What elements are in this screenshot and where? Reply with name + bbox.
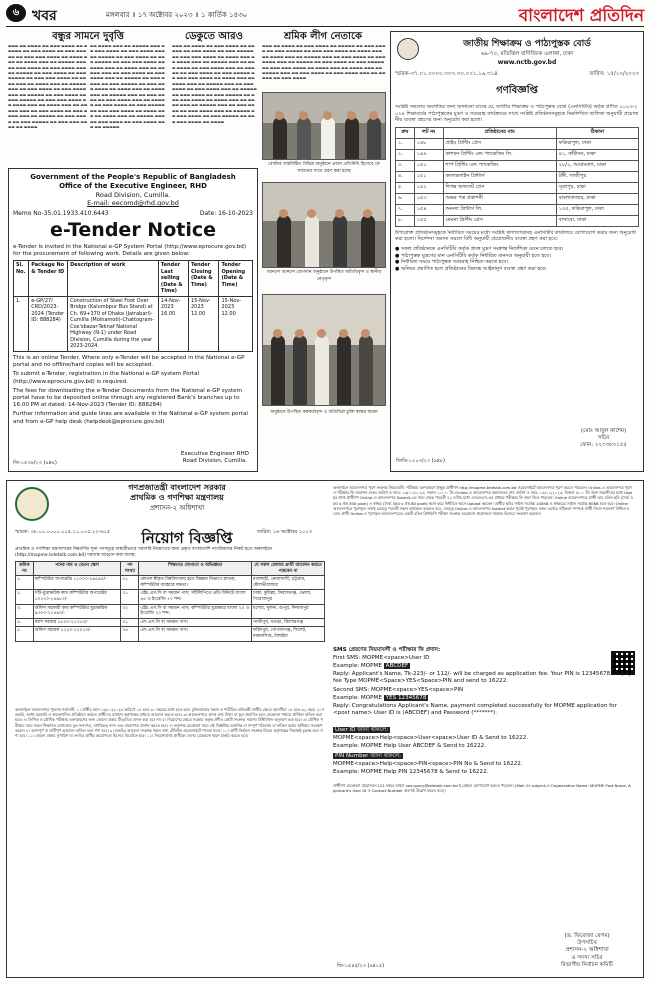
cell: ১৫৫ [414,215,443,226]
col-header: Description of work [68,261,159,297]
office-name: Office of the Executive Engineer, RHD [59,182,207,190]
cell: অক্ষর পত্র প্রকাশনী [443,193,556,204]
gov-name: গণপ্রজাতন্ত্রী বাংলাদেশ সরকার [128,483,226,492]
cell: অনন্যা প্রিন্টার্স লি. [443,204,556,215]
cell: প্রাইম প্রিন্টিং প্রেস [443,138,556,149]
cell: ৫. [396,182,415,193]
memo-date: Date: 16-10-2023 [199,210,253,217]
col-header: ঠিকানা [556,127,638,138]
page-number: ৬ [6,4,26,22]
signer-name: (মোঃ আবুল কাশেম) [580,428,627,434]
list-item: ● অনিয়ম প্রমাণিত হলে প্রতিষ্ঠানের বিরুদ্ধে আইনানুগ ব্যবস্থা গ্রহণ করা হবে। [395,265,547,272]
cell: বাংলাবাজার, ঢাকা [556,193,638,204]
ministry-name: প্রাথমিক ও গণশিক্ষা মন্ত্রণালয় [130,493,224,502]
office-email: E-mail: eecomd@rhd.gov.bd [87,199,179,207]
nctb-body-2: উপরোক্ত প্রতিষ্ঠানসমূহকে নির্ধারিত সময়ের মধ্যে সংশ্লিষ্ট কাগজপত্রসহ এনসিটিবি কার্যালয়ে যোগাযোগ করার জন্য অনুরোধ করা হলো। নির্দেশনা অমান্য করলে বিধি অনুযায়ী প্রয়োজনীয় ব্যবস্থা গ্রহণ করা হবে। [395,229,636,243]
memo-date: তারিখ: ১৫/১০/২০২৩ [589,71,639,77]
notice-title: e-Tender Notice [50,219,216,241]
col-header: পদের নাম ও বেতন স্কেল [33,562,121,576]
sms-line: Example: MOPME Help User ABCDEF & Send to 16222. [333,743,487,749]
tender-table [13,260,253,352]
tender-intro: e-Tender is invited in the National e-GP System Portal (http://www.eprocure.gov.bd) for the procurement of following work. Details are given below: [13,244,247,258]
table-row [16,576,325,590]
section-title: খবর [32,8,57,24]
signer-title: সচিব [597,435,610,441]
table-row [396,193,639,204]
recruit-conditions: অনলাইনে আবেদনপত্র পূরণের শর্তাবলী: ১। প্রার্থীর বয়স ১৬/১১/২০২৩ তারিখে ১৮ হতে ৩০ বছরের মধ্যে হতে হবে। মুক্তিযোদ্ধার সন্তান ও শারীরিক প্রতিবন্ধী প্রার্থীর ক্ষেত্রে বয়সসীমা ১৮ হতে ৩২ বছর। ২। সরকারি, আধা-সরকারি ও স্বায়ত্তশাসিত প্রতিষ্ঠানে কর্মরত প্রার্থীদের যথাযথ কর্তৃপক্ষের মাধ্যমে আবেদন করতে হবে। ৩। আবেদনপত্রে প্রদত্ত তথ্য মিথ্যা বা ভুল প্রমাণিত হলে যেকোনো পর্যায়ে প্রার্থিতা বাতিল করা হবে। ৪। লিখিত ও মৌখিক পরীক্ষায় অংশগ্রহণের জন্য কোনো প্রকার টিএ/ডিএ প্রদান করা হবে না। ৫। নিয়োগের ক্ষেত্রে সরকার কর্তৃক প্রণীত কোটা সংক্রান্ত সর্বশেষ বিধিবিধান অনুসরণ করা হবে। ৬। মৌখিক পরীক্ষার সময় সকল শিক্ষাগত যোগ্যতার মূল সনদপত্র, নাগরিকত্ব সনদ এবং প্রবেশপত্র প্রদর্শন করতে হবে। ৭। কর্তৃপক্ষ যেকোনো সময় এই বিজ্ঞপ্তির আংশিক বা সম্পূর্ণ পরিবর্তন বা বাতিল করার অধিকার সংরক্ষণ করেন। ৮। অসম্পূর্ণ বা ত্রুটিপূর্ণ আবেদন বাতিল বলে গণ্য হবে। ৯। চাকরির আবেদন সংক্রান্ত সকল তথ্য টেলিটক ওয়েবসাইটে পাওয়া যাবে। ১০। প্রার্থী নির্বাচন সংক্রান্ত বিষয়ে কর্তৃপক্ষের সিদ্ধান্তই চূড়ান্ত বলে গণ্য হবে। ১১। কোনো প্রকার সুপারিশ বা তদবির প্রার্থীর অযোগ্যতা হিসেবে বিবেচিত হবে। ১২। নিয়োগপ্রাপ্ত প্রার্থীকে দেশের যেকোনো স্থানে চাকরি করতে হবে। [15,707,325,739]
table-row [396,160,639,171]
recruitment-notice [6,480,644,978]
highlight-userid: ABCDEF [385,663,409,669]
list-item: ● সকল প্রতিষ্ঠানকে এনসিটিবি কর্তৃক প্রদত্ত মুদ্রণ সংক্রান্ত নির্দেশিকা মেনে চলতে হবে। [395,245,564,252]
cell: কাশবন প্রিন্টিং এন্ড প্যাকেজিং লি. [443,149,556,160]
col-header: লট নং [414,127,443,138]
list-item: ● নির্ধারিত সময়ে পাঠ্যপুস্তক সরবরাহ নিশ্চিত করতে হবে। [395,259,509,266]
signer-title: উপসচিব [577,940,597,947]
sms-line: User ID জানা থাকলে: [335,727,389,733]
signer-title: Executive Engineer RHD [180,451,249,457]
cell: ৫. [16,627,34,641]
col-header: শিক্ষাগত যোগ্যতা ও অভিজ্ঞতা [139,562,252,576]
tender-para-4: Further information and guide lines are available in the National e-GP system portal and from e-GP help desk (helpdesk@eprocure.gov.bd) [13,411,248,425]
photo-caption-2: আনন্দে আনন্দে যোগদান অনুষ্ঠানে উপস্থিত অতিথিবৃন্দ ও স্থানীয় নেতৃবৃন্দ [266,270,382,282]
sms-line: Reply: Applicant's Name, Tk-223/- or 112/- will be charged as application fee. Your PIN is 12345678. To pay fee Type MOPME<Space>YES<Space>PIN and send to 16222. [333,671,632,685]
cell: কোনো স্বীকৃত বিশ্ববিদ্যালয় হতে বিজ্ঞান বিভাগে স্নাতক; কম্পিউটার ব্যবহারে দক্ষতা। [139,576,252,590]
cell: অফিস সহকারী কাম কম্পিউটার মুদ্রাক্ষরিক ৯৩০০-২২৪৯০/- [33,604,121,618]
cell: ৩. [396,160,415,171]
cell: ২. [16,590,34,604]
cell: ক্যাশ সরকার ৮৮০০-২১৩১০/- [33,618,121,627]
tender-para-3: The fees for downloading the e-Tender Documents from the National e-GP system portal have to be deposited online through any registered Bank's branches up to 16.00 PM at dated: 14-Nov-2023 (Tender ID: 888284) [13,387,242,409]
sms-line: Example: MOPME YES 12345678 [333,695,427,701]
table-row [14,296,253,351]
col-header: Tender Closing (Date & Time) [188,261,219,297]
news-photo-3 [262,294,386,406]
cell: ০১ [121,618,139,627]
notice-title: গণবিজ্ঞপ্তি [496,85,538,96]
cell: ০১ [121,590,139,604]
news-photo-1 [262,92,386,160]
cell: ০১ [121,576,139,590]
online-application-rules: অনলাইনে আবেদনপত্র পূরণ সংক্রান্ত নিয়মাবলী: পরীক্ষায় অংশগ্রহণে ইচ্ছুক প্রার্থীগণ http://mopme.teletalk.com.bd ওয়েবসাইটে আবেদনপত্র পূরণ করতে পারবেন। Online-এ আবেদনপত্র পূরণ ও পরীক্ষার ফি জমাদান শুরুর তারিখ ও সময়: ১৬/১০/২০২৩, সকাল ১০:০০ টা। Online-এ আবেদনপত্র জমাদানের শেষ তারিখ ও সময়: ১৫/১১/২০২৩, বিকাল ৫:০০ টা। উক্ত সময়সীমার মধ্যে User ID প্রাপ্ত প্রার্থীগণ Online-এ আবেদনপত্র Submit-এর সময় থেকে পরবর্তী ৭২ ঘণ্টার মধ্যে এসএমএস-এর মাধ্যমে পরীক্ষার ফি জমা দিতে পারবেন। Online আবেদনপত্রে প্রার্থী তার রঙিন ছবি (দৈর্ঘ্য 300 x প্রস্থ 300 pixel) ও স্বাক্ষর (দৈর্ঘ্য 300 x প্রস্থ 80 pixel) স্ক্যান করে নির্ধারিত স্থানে Upload করবেন। প্রার্থীর ছবির সাইজ সর্বোচ্চ 100KB ও স্বাক্ষরের সাইজ সর্বোচ্চ 60KB হতে হবে। Online আবেদনপত্রে পূরণকৃত তথ্যই যেহেতু পরবর্তী সকল কার্যক্রমে ব্যবহৃত হবে, সেহেতু Online-এ আবেদনপত্র Submit করার পূর্বেই পূরণকৃত সকল তথ্যের সঠিকতা সম্পর্কে প্রার্থী নিজে শতভাগ নিশ্চিত হবেন। প্রার্থী Online-এ পূরণকৃত আবেদনপত্রের একটি রঙিন প্রিন্টকপি পরীক্ষা সংক্রান্ত যেকোনো প্রয়োজনে সহায়ক হিসেবে সংরক্ষণ করবেন। [333,485,633,517]
signature-block [181,451,249,465]
table-row [16,618,325,627]
gov-name: Government of the People's Republic of Bangladesh [30,173,236,181]
table-row [396,138,639,149]
cell: ৪. [16,618,34,627]
cell: ০২ [121,604,139,618]
cell: 14-Nov-2023 16.00 [158,296,188,351]
table-row [16,590,325,604]
ad-code: জিডি-১২০৩/২৩ (৯x৮) [396,458,445,464]
col-header: Sl. No. [14,261,29,297]
sms-line: First SMS: MOPME<space>User ID [333,655,430,661]
nctb-table [395,127,639,227]
sms-line: Example: MOPME Help PIN 12345678 & Send to 16222. [333,769,489,775]
col-header: প্রতিষ্ঠানের নাম [443,127,556,138]
table-row [16,604,325,618]
ad-code: জি-১৫৩৬/২৩ (৯x৪) [13,460,57,466]
cell: ২. [396,149,415,160]
news-body-2: ▬▬▬ ▬▬ ▬▬▬▬ ▬▬ ▬▬▬ ▬▬▬▬ ▬▬ ▬▬▬▬▬ ▬▬ ▬▬▬ ▬▬▬▬ ▬▬ ▬▬▬ ▬▬▬▬▬ ▬▬ ▬▬▬ ▬▬▬ ▬▬▬▬ ▬▬ ▬▬▬▬ ▬▬▬ ▬▬ ▬▬▬▬ ▬▬▬ ▬▬ ▬▬▬▬▬ ▬▬▬ ▬▬ ▬▬▬ ▬▬▬▬ ▬▬ ▬▬▬ ▬▬▬▬ ▬▬▬ ▬▬ ▬▬▬▬▬ ▬▬ ▬▬▬ ▬▬▬▬ ▬▬ ▬▬▬ ▬▬▬▬▬ ▬▬ ▬▬▬ ▬▬▬ ▬▬▬▬ ▬▬ ▬▬▬▬ ▬▬▬ ▬▬ ▬▬▬▬ ▬▬▬ ▬▬ ▬▬▬▬▬ ▬▬▬ ▬▬ ▬▬▬ ▬▬▬▬ ▬▬ ▬▬▬ ▬▬▬▬ ▬▬▬ ▬▬ ▬▬▬▬▬ ▬▬ ▬▬▬ ▬▬▬▬ ▬▬ ▬▬▬ ▬▬▬▬▬ ▬▬ ▬▬▬ ▬▬▬ ▬▬▬▬ ▬▬ ▬▬▬▬ ▬▬▬ ▬▬ ▬▬▬▬ ▬▬▬ ▬▬ ▬▬▬▬▬ ▬▬▬ ▬▬ ▬▬▬ ▬▬▬▬ ▬▬ ▬▬▬ ▬▬▬▬ ▬▬▬ ▬▬ ▬▬▬▬▬ ▬▬ ▬▬▬ ▬▬▬▬ ▬▬ ▬▬▬ ▬▬▬▬▬ ▬▬ ▬▬▬ ▬▬▬ ▬▬▬▬ ▬▬ ▬▬▬▬ [172,44,257,124]
memo-date: তারিখ: ১৬ অক্টোবর ২০২৩ [257,529,312,535]
table-row [396,171,639,182]
cell: শার্প প্রিন্টিং এন্ড প্যাকেজিং [443,160,556,171]
col-header: Tender Opening (Date & Time) [219,261,253,297]
org-name: জাতীয় শিক্ষাক্রম ও পাঠ্যপুস্তক বোর্ড [463,39,591,49]
cell: কালারলাইন প্রিন্টার্স [443,171,556,182]
news-photo-2 [262,182,386,268]
cell: ১. [16,576,34,590]
memo-number: Memo No-35.01.1933.410.6443 [13,210,109,217]
sms-line: Example: MOPME ABCDEF [333,663,409,669]
signer-committee: বিভাগীয় নির্বাচন কমিটি [561,961,613,968]
cell: টঙ্গী, গাজীপুর [556,171,638,182]
table-row [396,182,639,193]
signer-role: ও সদস্য সচিব [571,954,603,961]
col-header: Package No & Tender ID [29,261,68,297]
cell: অফিস সহায়ক ৮২৫০-২০০১০/- [33,627,121,641]
org-website: www.nctb.gov.bd [497,59,557,66]
table-row [396,204,639,215]
cell: ২৮/২, আরামবাগ, ঢাকা [556,160,638,171]
posts-table [15,561,325,642]
cell: ফকিরাপুল, ঢাকা [556,138,638,149]
news-body-3: ▬▬▬ ▬▬ ▬▬▬▬ ▬▬ ▬▬▬ ▬▬▬▬ ▬▬ ▬▬▬▬▬ ▬▬ ▬▬▬ ▬▬▬▬ ▬▬ ▬▬▬ ▬▬▬▬▬ ▬▬ ▬▬▬ ▬▬▬ ▬▬▬▬ ▬▬ ▬▬▬▬ ▬▬▬ ▬▬ ▬▬▬▬ ▬▬▬ ▬▬ ▬▬▬▬▬ ▬▬▬ ▬▬ ▬▬▬ ▬▬▬▬ ▬▬ ▬▬▬ ▬▬▬▬ ▬▬▬ ▬▬ ▬▬▬▬▬ ▬▬ ▬▬▬ ▬▬▬▬ ▬▬ ▬▬▬ ▬▬▬▬▬ ▬▬ ▬▬▬ ▬▬▬ ▬▬▬▬ ▬▬ ▬▬▬▬ ▬▬▬ ▬▬ ▬▬▬▬ ▬▬▬ ▬▬ ▬▬▬▬▬ ▬▬▬ ▬▬ ▬▬▬ ▬▬▬▬ ▬▬ ▬▬▬ ▬▬▬▬ ▬▬▬ ▬▬ ▬▬▬▬▬ ▬▬ ▬▬▬ ▬▬▬▬ [262,44,386,81]
sms-line: PIN Number জানা থাকলে: [335,753,402,759]
page-header [6,4,644,24]
nctb-notice [390,31,644,472]
cell: ১৫১ [414,171,443,182]
sms-title: SMS প্রেরণের নিয়মাবলী ও পরীক্ষার ফি প্রদান: [333,647,441,653]
cell: ১৫০ [414,160,443,171]
cell: ৩. [16,604,34,618]
highlight-pin: YES 12345678 [385,695,427,701]
division-name: Road Division, Cumilla. [95,191,171,199]
cell: যশোর, খুলনা, রংপুর, দিনাজপুর [252,604,325,618]
cell: এস.এস.সি বা সমমান পাস। [139,627,252,641]
cell: ৪. [396,171,415,182]
cell: এস.এস.সি বা সমমান পাস। [139,618,252,627]
tender-para-1: This is an online Tender. Where only e-Tender will be accepted in the National e-GP portal and no offline/hard copies will be accepted. [13,354,245,369]
col-header: Tender Last selling (Date & Time) [158,261,188,297]
tender-para-2: To submit e-Tender, registration in the National e-GP system Portal (http://www.eprocure.gov.bd) is required. [13,371,200,385]
branch-name: প্রশাসন-২ অধিশাখা [149,504,205,512]
cell: 15-Nov-2023 12.00 [188,296,219,351]
table-row [396,215,639,226]
cell: ৪১, কাঁটাবন, ঢাকা [556,149,638,160]
cell: এইচ.এস.সি বা সমমান পাস; সাঁটলিপিতে প্রতি মিনিটে বাংলা ৪৫ ও ইংরেজি ৭০ শব্দ। [139,590,252,604]
col-header: পদ সংখ্যা [121,562,139,576]
col-header: ক্রম [396,127,415,138]
table-row [16,627,325,641]
cell: 15-Nov-2023 12.00 [219,296,253,351]
list-item: ● পাঠ্যপুস্তক মুদ্রণের মান এনসিটিবি কর্তৃক নির্ধারিত মানদণ্ড অনুযায়ী হতে হবে। [395,252,551,259]
org-address: ৬৯-৭০, মতিঝিল বাণিজ্যিক এলাকা, ঢাকা [480,51,574,57]
col-header: ক্রমিক নং [16,562,34,576]
nctb-body: সংশ্লিষ্ট সকলের অবগতির জন্য জানানো যাচ্ছে যে, জাতীয় শিক্ষাক্রম ও পাঠ্যপুস্তক বোর্ড (এনসিটিবি) কর্তৃক প্রণীত ২০২৩-২০২৪ শিক্ষাবর্ষের পাঠ্যপুস্তকের মুদ্রণ ও সরবরাহ কার্যক্রমের সাথে সংশ্লিষ্ট প্রতিষ্ঠানসমূহকে নিম্নলিখিত তালিকা অনুযায়ী প্রয়োজনীয় ব্যবস্থা গ্রহণের জন্য অনুরোধ করা হলো। [395,104,639,124]
contact-info: প্রার্থীগণ যেকোনো প্রয়োজনে 121 নম্বরে অথবা vas.query@teletalk.com.bd ই-মেইলে যোগাযোগ করতে পারবেন। (Mail এর subject-এ Organization Name: MOPME Post Name, Applicant's User ID ও Contact Number অবশ্যই উল্লেখ করতে হবে)। [333,783,631,794]
cell: 1. [14,296,29,351]
cell: ১৫৪ [414,204,443,215]
cell: কম্পিউটার অপারেটর ১১০০০-২৬৫৯০/- [33,576,121,590]
cell: ১৩৫, ফকিরাপুল, ঢাকা [556,204,638,215]
cell: ফরিদপুর, গোপালগঞ্জ, সিলেট, ময়মনসিংহ, টাঙ্গাইল [252,627,325,641]
news-body-1a: ▬▬▬ ▬▬ ▬▬▬▬ ▬▬ ▬▬▬ ▬▬▬▬ ▬▬ ▬▬▬▬▬ ▬▬ ▬▬▬ ▬▬▬▬ ▬▬ ▬▬▬ ▬▬▬▬▬ ▬▬ ▬▬▬ ▬▬▬ ▬▬▬▬ ▬▬ ▬▬▬▬ ▬▬▬ ▬▬ ▬▬▬▬ ▬▬▬ ▬▬ ▬▬▬▬▬ ▬▬▬ ▬▬ ▬▬▬ ▬▬▬▬ ▬▬ ▬▬▬ ▬▬▬▬ ▬▬▬ ▬▬ ▬▬▬▬▬ ▬▬ ▬▬▬ ▬▬▬▬ ▬▬ ▬▬▬ ▬▬▬▬▬ ▬▬ ▬▬▬ ▬▬▬ ▬▬▬▬ ▬▬ ▬▬▬▬ ▬▬▬ ▬▬ ▬▬▬▬ ▬▬▬ ▬▬ ▬▬▬▬▬ ▬▬▬ ▬▬ ▬▬▬ ▬▬▬▬ ▬▬ ▬▬▬ ▬▬▬▬ ▬▬▬ ▬▬ ▬▬▬▬▬ ▬▬ ▬▬▬ ▬▬▬▬ ▬▬ ▬▬▬ ▬▬▬▬▬ ▬▬ ▬▬▬ ▬▬▬ ▬▬▬▬ ▬▬ ▬▬▬▬ ▬▬▬ ▬▬ ▬▬▬▬ ▬▬▬ ▬▬ ▬▬▬▬▬ ▬▬▬ ▬▬ ▬▬▬ ▬▬▬▬ ▬▬ ▬▬▬ ▬▬▬▬ ▬▬▬ ▬▬ ▬▬▬▬▬ ▬▬ ▬▬▬ ▬▬▬▬ ▬▬ ▬▬▬ ▬▬▬▬▬ ▬▬ ▬▬▬ ▬▬▬ ▬▬▬▬ ▬▬ ▬▬▬▬ [8,44,88,130]
cell: রাজশাহী, নোয়াখালী, চট্টগ্রাম, মৌলভীবাজার [252,576,325,590]
cell: ৬. [396,193,415,204]
photo-caption-3: অনুষ্ঠানে উপস্থিত কর্মকর্তাবৃন্দ ও অতিথিরা চুক্তি স্বাক্ষর করেন [270,410,378,415]
signer-phone: ফোন: ২২৩৩৮০১৫৫ [580,442,627,448]
memo-number: স্মারক: ৩৮.০০.০০০০.০০৫.১১.০০৫.২২-৬১৫ [15,529,111,535]
signer-name: (ড. ফিরোজা বেগম) [564,932,610,939]
recruit-intro: প্রাথমিক ও গণশিক্ষা মন্ত্রণালয়ের নিম্নবর্ণিত শূন্য পদসমূহে অস্থায়ীভাবে সরাসরি নিয়োগের জন্য প্রকৃত বাংলাদেশি নাগরিকদের নিকট হতে অনলাইনে (http://mopme.teletalk.com.bd) দরখাস্ত আহ্বান করা যাচ্ছে: [15,547,272,558]
news-body-1b: ▬▬ ▬▬▬▬ ▬▬▬ ▬▬ ▬▬▬▬▬ ▬▬▬ ▬▬ ▬▬▬ ▬▬▬▬ ▬▬ ▬▬▬ ▬▬▬▬ ▬▬▬ ▬▬ ▬▬▬▬▬ ▬▬ ▬▬▬ ▬▬▬▬ ▬▬ ▬▬▬ ▬▬▬▬▬ ▬▬ ▬▬▬ ▬▬▬ ▬▬▬▬ ▬▬ ▬▬▬▬ ▬▬▬ ▬▬ ▬▬▬▬ ▬▬▬ ▬▬ ▬▬▬▬▬ ▬▬▬ ▬▬ ▬▬▬ ▬▬▬▬ ▬▬ ▬▬▬ ▬▬▬▬ ▬▬▬ ▬▬ ▬▬▬▬▬ ▬▬ ▬▬▬ ▬▬▬▬ ▬▬ ▬▬▬ ▬▬▬▬▬ ▬▬ ▬▬▬ ▬▬▬ ▬▬▬▬ ▬▬ ▬▬▬▬ ▬▬▬ ▬▬ ▬▬▬▬ ▬▬▬ ▬▬ ▬▬▬▬▬ ▬▬▬ ▬▬ ▬▬▬ ▬▬▬▬ ▬▬ ▬▬▬ ▬▬▬▬ ▬▬▬ ▬▬ ▬▬▬▬▬ ▬▬ ▬▬▬ ▬▬▬▬ ▬▬ ▬▬▬ ▬▬▬▬▬ ▬▬ ▬▬▬ ▬▬▬ ▬▬▬▬ ▬▬ ▬▬▬▬ ▬▬▬ ▬▬ ▬▬▬▬ ▬▬▬ ▬▬ ▬▬▬▬▬ ▬▬▬ ▬▬ ▬▬▬ ▬▬▬▬ ▬▬ ▬▬▬ ▬▬▬▬ ▬▬▬ ▬▬ ▬▬▬▬▬ [90,44,165,130]
notice-title: নিয়োগ বিজ্ঞপ্তি [141,529,233,547]
cell: ১৪৯ [414,149,443,160]
signature-block [580,428,627,449]
sms-line: Reply: Congratulations Applicant's Name, payment completed successfully for MOPME application for <post name> User ID is (ABCDEF) and Password (*******). [333,703,617,717]
signature-block [561,933,613,969]
e-tender-notice [8,168,258,472]
cell: ৭. [396,204,415,215]
cell: e-GP/27/ CRD/2023-2024 (Tender ID: 888284) [29,296,68,351]
cell: গাজীপুর, বগুড়া, কিশোরগঞ্জ [252,618,325,627]
news-headline-2: ডেকুতে আরও [185,31,243,42]
header-divider [6,26,644,27]
cell: এইচ.এস.সি বা সমমান পাস; কম্পিউটার মুদ্রাক্ষরে বাংলা ২০ ও ইংরেজি ২০ শব্দ। [139,604,252,618]
cell: সাঁট-মুদ্রাক্ষরিক কাম কম্পিউটার অপারেটর ১০২০০-২৪৬৮০/- [33,590,121,604]
photo-caption-1: বোস্টার বাস্তবিষ্ঠিত বিভিন্ন অনুষ্ঠানে প্রধান প্রতিনিধি হিসেবে কে সম্মানের সাথে গ্রহণ করা হচ্ছে [268,162,380,174]
news-headline-3: শ্রমিক লীগ নেতাকে [284,31,362,42]
cell: ১৫২ [414,182,443,193]
signer-branch: প্রশাসন-২ অধিশাখা [565,947,609,954]
cell: বাসাবো, ঢাকা [556,215,638,226]
newspaper-logo: বাংলাদেশ প্রতিদিন [518,6,644,26]
memo-number: স্মারক-৩৭.০১.০০০০.৩০৩.৩০.০০১.১৯.৩১৪ [395,71,498,77]
ad-code: জি-১৫৪৫/২৩ (৯x১৫) [337,963,385,969]
cell: ১. [396,138,415,149]
cell: Construction of Steel Foot Over Bridge (Kalumbpur Bus Stand) at Ch. 69+370 of Dhaka (Jatrabari)-Cumilla (Moinamoti)-Chattogram-Cox'sbazar-Teknaf National Highway (N-1) under Road Division, Cumilla during the year 2023-2024. [68,296,159,351]
nctb-logo [397,38,419,60]
sms-line: Second SMS: MOPME<space>YES<space>PIN [333,687,464,693]
signer-office: Road Division, Cumilla. [182,458,248,464]
cell: ১৫৩ [414,193,443,204]
cell: ৮. [396,215,415,226]
cell: দিগন্ত অফসেট প্রেস [443,182,556,193]
table-row [396,149,639,160]
cell: ০৪ [121,627,139,641]
col-header: যে সকল জেলার প্রার্থী আবেদন করতে পারবেন না [252,562,325,576]
cell: মেঘনা প্রিন্টিং প্রেস [443,215,556,226]
news-headline-1: বন্ধুর সামনে দুবৃত্তি [52,31,124,42]
issue-date: মঙ্গলবার ॥ ১৭ অক্টোবর ২০২৩ ॥ ১ কার্তিক ১৪৩০ [106,11,248,19]
sms-line: MOPME<space>Help<space>User<space>User ID & Send to 16222. [333,735,529,741]
nctb-bullets [395,246,639,272]
cell: ১৪৮ [414,138,443,149]
sms-line: MOPME<space>Help<space>PIN<space>PIN No & Send to 16222. [333,761,523,767]
cell: ঢাকা, কুমিল্লা, সিরাজগঞ্জ, ভোলা, পিরোজপুর [252,590,325,604]
cell: সূত্রাপুর, ঢাকা [556,182,638,193]
